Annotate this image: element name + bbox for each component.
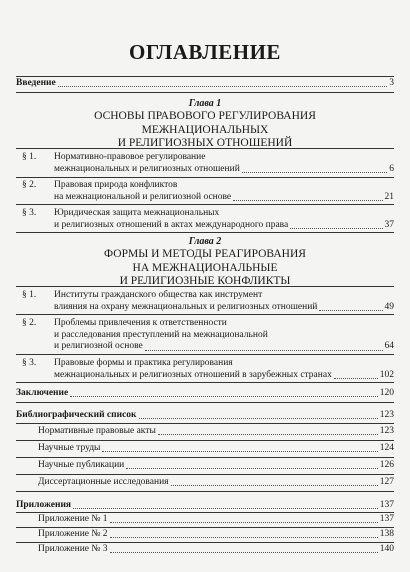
toc-page-number: 127: [379, 477, 394, 487]
dot-leader: [145, 349, 383, 351]
chapter-title-line: НА МЕЖНАЦИОНАЛЬНЫЕ: [132, 261, 278, 274]
toc-label: Научные труды: [38, 443, 101, 453]
divider: [16, 402, 394, 403]
divider: [16, 177, 394, 178]
toc-label: Приложение № 3: [38, 544, 108, 554]
section-number: § 3.: [22, 358, 37, 368]
toc-page-number: 124: [379, 443, 394, 453]
toc-page-number: 126: [379, 460, 394, 470]
toc-label: Юридическая защита межнациональных: [54, 208, 220, 218]
section-number: § 1.: [22, 152, 37, 162]
chapter-title-line: ОСНОВЫ ПРАВОВОГО РЕГУЛИРОВАНИЯ: [94, 110, 316, 122]
toc-entry-conclusion[interactable]: [16, 388, 394, 399]
dot-leader: [126, 467, 377, 469]
toc-label: на межнациональной и религиозной основе: [54, 191, 232, 202]
chapter-title-line: И РЕЛИГИОЗНЫЕ КОНФЛИКТЫ: [119, 275, 291, 287]
dot-leader: [319, 309, 382, 311]
toc-entry-ch1-s1[interactable]: [54, 152, 394, 175]
toc-entry-ch1-s2[interactable]: [54, 180, 394, 203]
toc-label: Нормативно-правовое регулирование: [54, 152, 206, 162]
toc-label: Институты гражданского общества как инструмент: [54, 290, 263, 300]
toc-label: и религиозной основе: [54, 341, 143, 351]
toc-entry-bib-1[interactable]: [38, 426, 394, 437]
toc-entry-app-1[interactable]: [38, 514, 394, 525]
dot-leader: [110, 551, 378, 553]
dot-leader: [58, 85, 388, 87]
divider: [16, 440, 394, 441]
dot-leader: [110, 536, 378, 538]
section-number: § 2.: [22, 180, 37, 190]
divider: [16, 286, 394, 287]
toc-page-number: 123: [379, 426, 394, 436]
toc-label: Введение: [16, 78, 56, 88]
toc-label: и религиозных отношений в актах международного права: [54, 219, 289, 230]
dot-leader: [233, 199, 382, 201]
toc-label: Заключение: [16, 388, 69, 398]
toc-label: Приложение № 2: [38, 529, 108, 539]
dot-leader: [139, 417, 378, 419]
toc-page-number: 120: [379, 388, 394, 398]
toc-page-number: 6: [389, 163, 394, 174]
toc-entry-bibliography[interactable]: [16, 410, 394, 421]
chapter-title-line: МЕЖНАЦИОНАЛЬНЫХ: [141, 123, 269, 136]
dot-leader: [171, 484, 378, 486]
section-number: § 2.: [22, 318, 37, 328]
toc-page-number: 3: [389, 78, 394, 88]
dot-leader: [102, 450, 377, 452]
divider: [16, 542, 394, 543]
chapter-title-line: ФОРМЫ И МЕТОДЫ РЕАГИРОВАНИЯ: [104, 248, 306, 260]
toc-page-number: 137: [379, 514, 394, 524]
toc-entry-app-2[interactable]: [38, 529, 394, 540]
divider: [16, 512, 394, 513]
section-number: § 3.: [22, 208, 37, 218]
toc-entry-appendices[interactable]: [16, 500, 394, 511]
divider: [16, 148, 394, 149]
toc-entry-intro[interactable]: [16, 78, 394, 89]
toc-page-number: 21: [384, 191, 394, 202]
chapter-label: Глава 1: [188, 98, 222, 109]
dot-leader: [334, 377, 378, 379]
chapter-title: [0, 110, 410, 151]
toc-label: Диссертационные исследования: [38, 477, 169, 487]
toc-page-number: 37: [384, 219, 394, 230]
toc-label: и расследования преступлений на межнациональной: [54, 329, 268, 340]
divider: [16, 423, 394, 424]
dot-leader: [110, 521, 378, 523]
toc-label: Правовая природа конфликтов: [54, 180, 178, 190]
toc-page-number: 123: [379, 410, 394, 420]
toc-page-number: 64: [384, 341, 394, 351]
toc-label: Проблемы привлечения к ответственности: [54, 318, 227, 328]
dot-leader: [73, 507, 378, 509]
toc-entry-bib-2[interactable]: [38, 443, 394, 454]
toc-label: Приложения: [16, 500, 72, 510]
toc-page-number: 138: [379, 529, 394, 539]
toc-page-number: 102: [379, 369, 394, 380]
divider: [16, 474, 394, 475]
toc-entry-ch2-s1[interactable]: [54, 290, 394, 313]
toc-page-number: 137: [379, 500, 394, 510]
toc-entry-ch2-s2[interactable]: [54, 318, 394, 353]
toc-label: Нормативные правовые акты: [38, 426, 156, 436]
toc-entry-bib-4[interactable]: [38, 477, 394, 488]
toc-label: Библиографический список: [16, 410, 137, 420]
section-number: § 1.: [22, 290, 37, 300]
toc-entry-ch2-s3[interactable]: [54, 358, 394, 381]
toc-label: Научные публикации: [38, 460, 125, 470]
divider: [16, 204, 394, 205]
divider: [16, 314, 394, 315]
dot-leader: [70, 395, 378, 397]
divider: [16, 76, 394, 77]
dot-leader: [158, 433, 378, 435]
divider: [16, 527, 394, 528]
chapter-title-line: И РЕЛИГИОЗНЫХ ОТНОШЕНИЙ: [117, 137, 293, 149]
toc-label: Приложение № 1: [38, 514, 108, 524]
chapter-label: Глава 2: [188, 236, 222, 247]
toc-label: Правовые формы и практика регулирования: [54, 358, 233, 368]
divider: [16, 382, 394, 383]
toc-entry-bib-3[interactable]: [38, 460, 394, 471]
dot-leader: [242, 171, 387, 173]
toc-entry-app-3[interactable]: [38, 544, 394, 555]
divider: [16, 92, 394, 93]
toc-page-number: 140: [379, 544, 394, 554]
chapter-title: [0, 248, 410, 289]
toc-entry-ch1-s3[interactable]: [54, 208, 394, 231]
page-title: ОГЛАВЛЕНИЕ: [129, 40, 281, 64]
toc-label: влияния на охрану межнациональных и религиозных отношений: [54, 301, 318, 312]
toc-label: межнациональных и религиозных отношений в зарубежных странах: [54, 369, 332, 380]
toc-label: межнациональных и религиозных отношений: [54, 163, 240, 174]
divider: [16, 232, 394, 233]
divider: [16, 457, 394, 458]
toc-page-number: 49: [384, 301, 394, 312]
dot-leader: [290, 227, 382, 229]
divider: [16, 354, 394, 355]
divider: [16, 491, 394, 492]
